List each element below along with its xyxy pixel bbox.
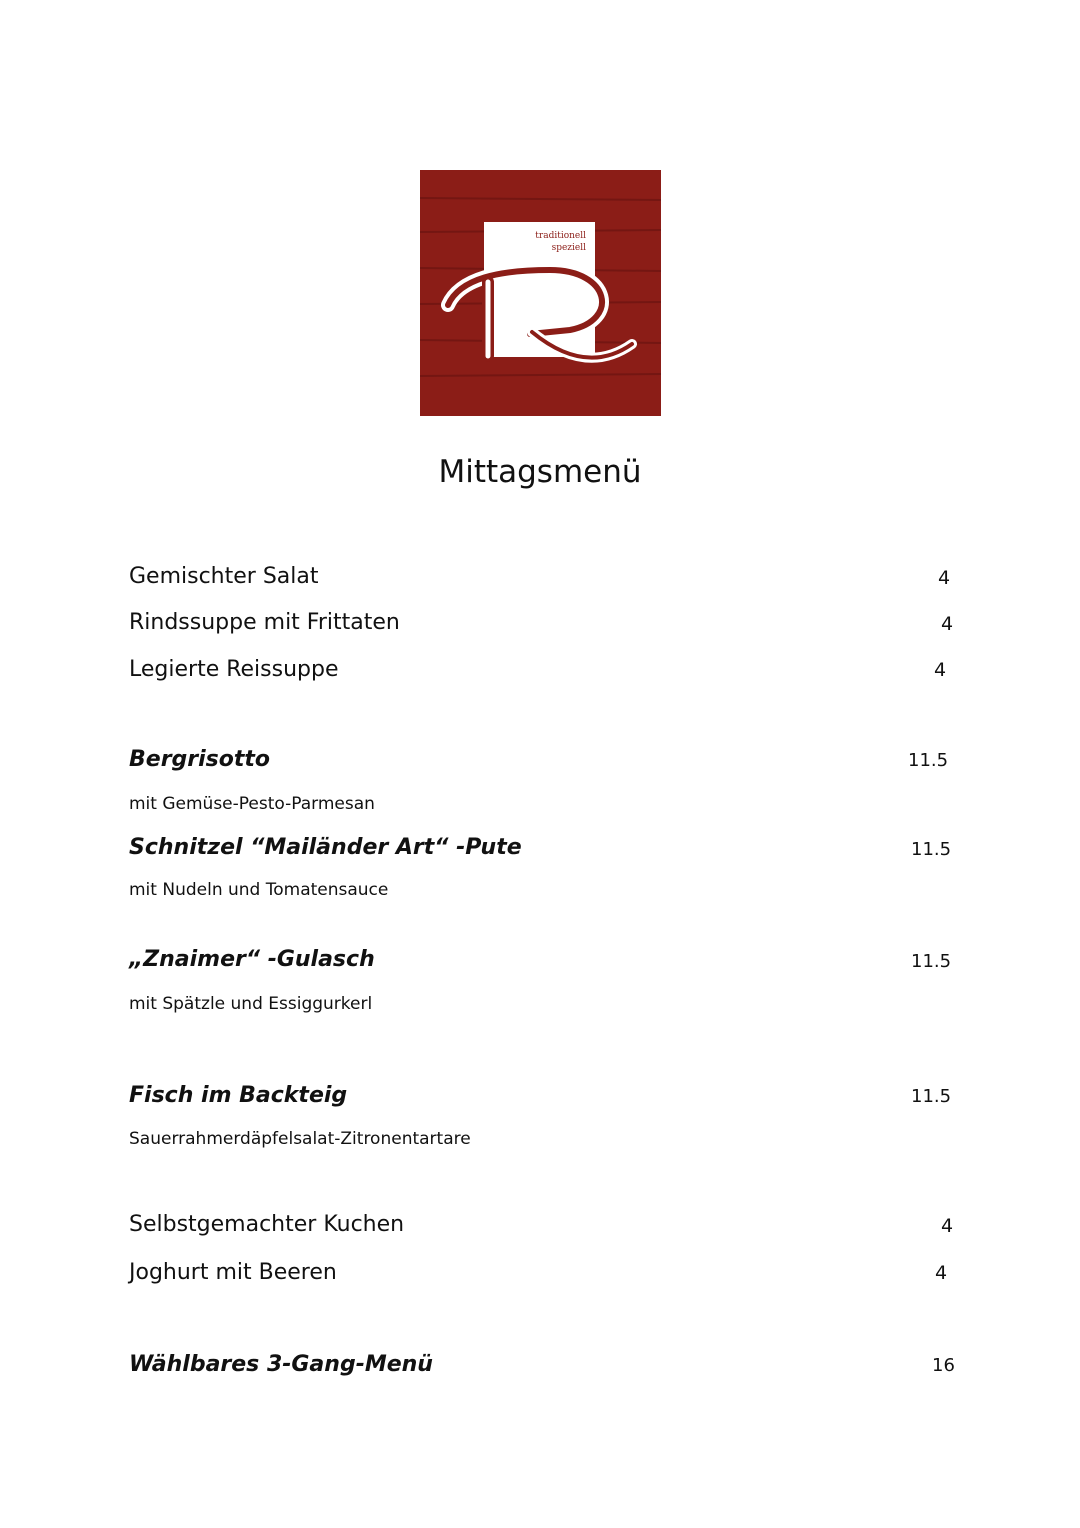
restaurant-logo	[420, 170, 661, 416]
starter-name: Rindssuppe mit Frittaten	[129, 610, 400, 635]
dessert-name: Joghurt mit Beeren	[129, 1260, 337, 1285]
logo-tagline-1: traditionell	[535, 231, 586, 241]
starter-name: Gemischter Salat	[129, 564, 319, 589]
logo-tagline-2: speziell	[551, 243, 586, 253]
menu-title: Mittagsmenü	[438, 454, 642, 490]
starter-price: 4	[941, 613, 954, 635]
starter-price: 4	[934, 659, 947, 681]
main-dish-price: 11.5	[911, 839, 952, 860]
main-dish-name: Bergrisotto	[129, 747, 271, 772]
dessert-price: 4	[935, 1262, 948, 1284]
main-dish-name: Schnitzel “Mailänder Art“ -Pute	[129, 835, 522, 860]
dessert-name: Selbstgemachter Kuchen	[129, 1212, 405, 1237]
main-dish-price: 11.5	[908, 750, 949, 771]
main-dish-name: „Znaimer“ -Gulasch	[129, 947, 375, 972]
dessert-price: 4	[941, 1215, 954, 1237]
set-menu-name: Wählbares 3-Gang-Menü	[129, 1352, 433, 1377]
starter-price: 4	[938, 567, 951, 589]
main-dish-name: Fisch im Backteig	[129, 1083, 348, 1108]
main-dish-description: mit Spätzle und Essiggurkerl	[129, 994, 373, 1014]
main-dish-price: 11.5	[911, 951, 952, 972]
main-dish-description: mit Gemüse-Pesto-Parmesan	[129, 794, 375, 814]
main-dish-description: Sauerrahmerdäpfelsalat-Zitronentartare	[129, 1129, 471, 1149]
starter-name: Legierte Reissuppe	[129, 657, 339, 682]
set-menu-price: 16	[932, 1355, 955, 1376]
main-dish-price: 11.5	[911, 1086, 952, 1107]
main-dish-description: mit Nudeln und Tomatensauce	[129, 880, 389, 900]
